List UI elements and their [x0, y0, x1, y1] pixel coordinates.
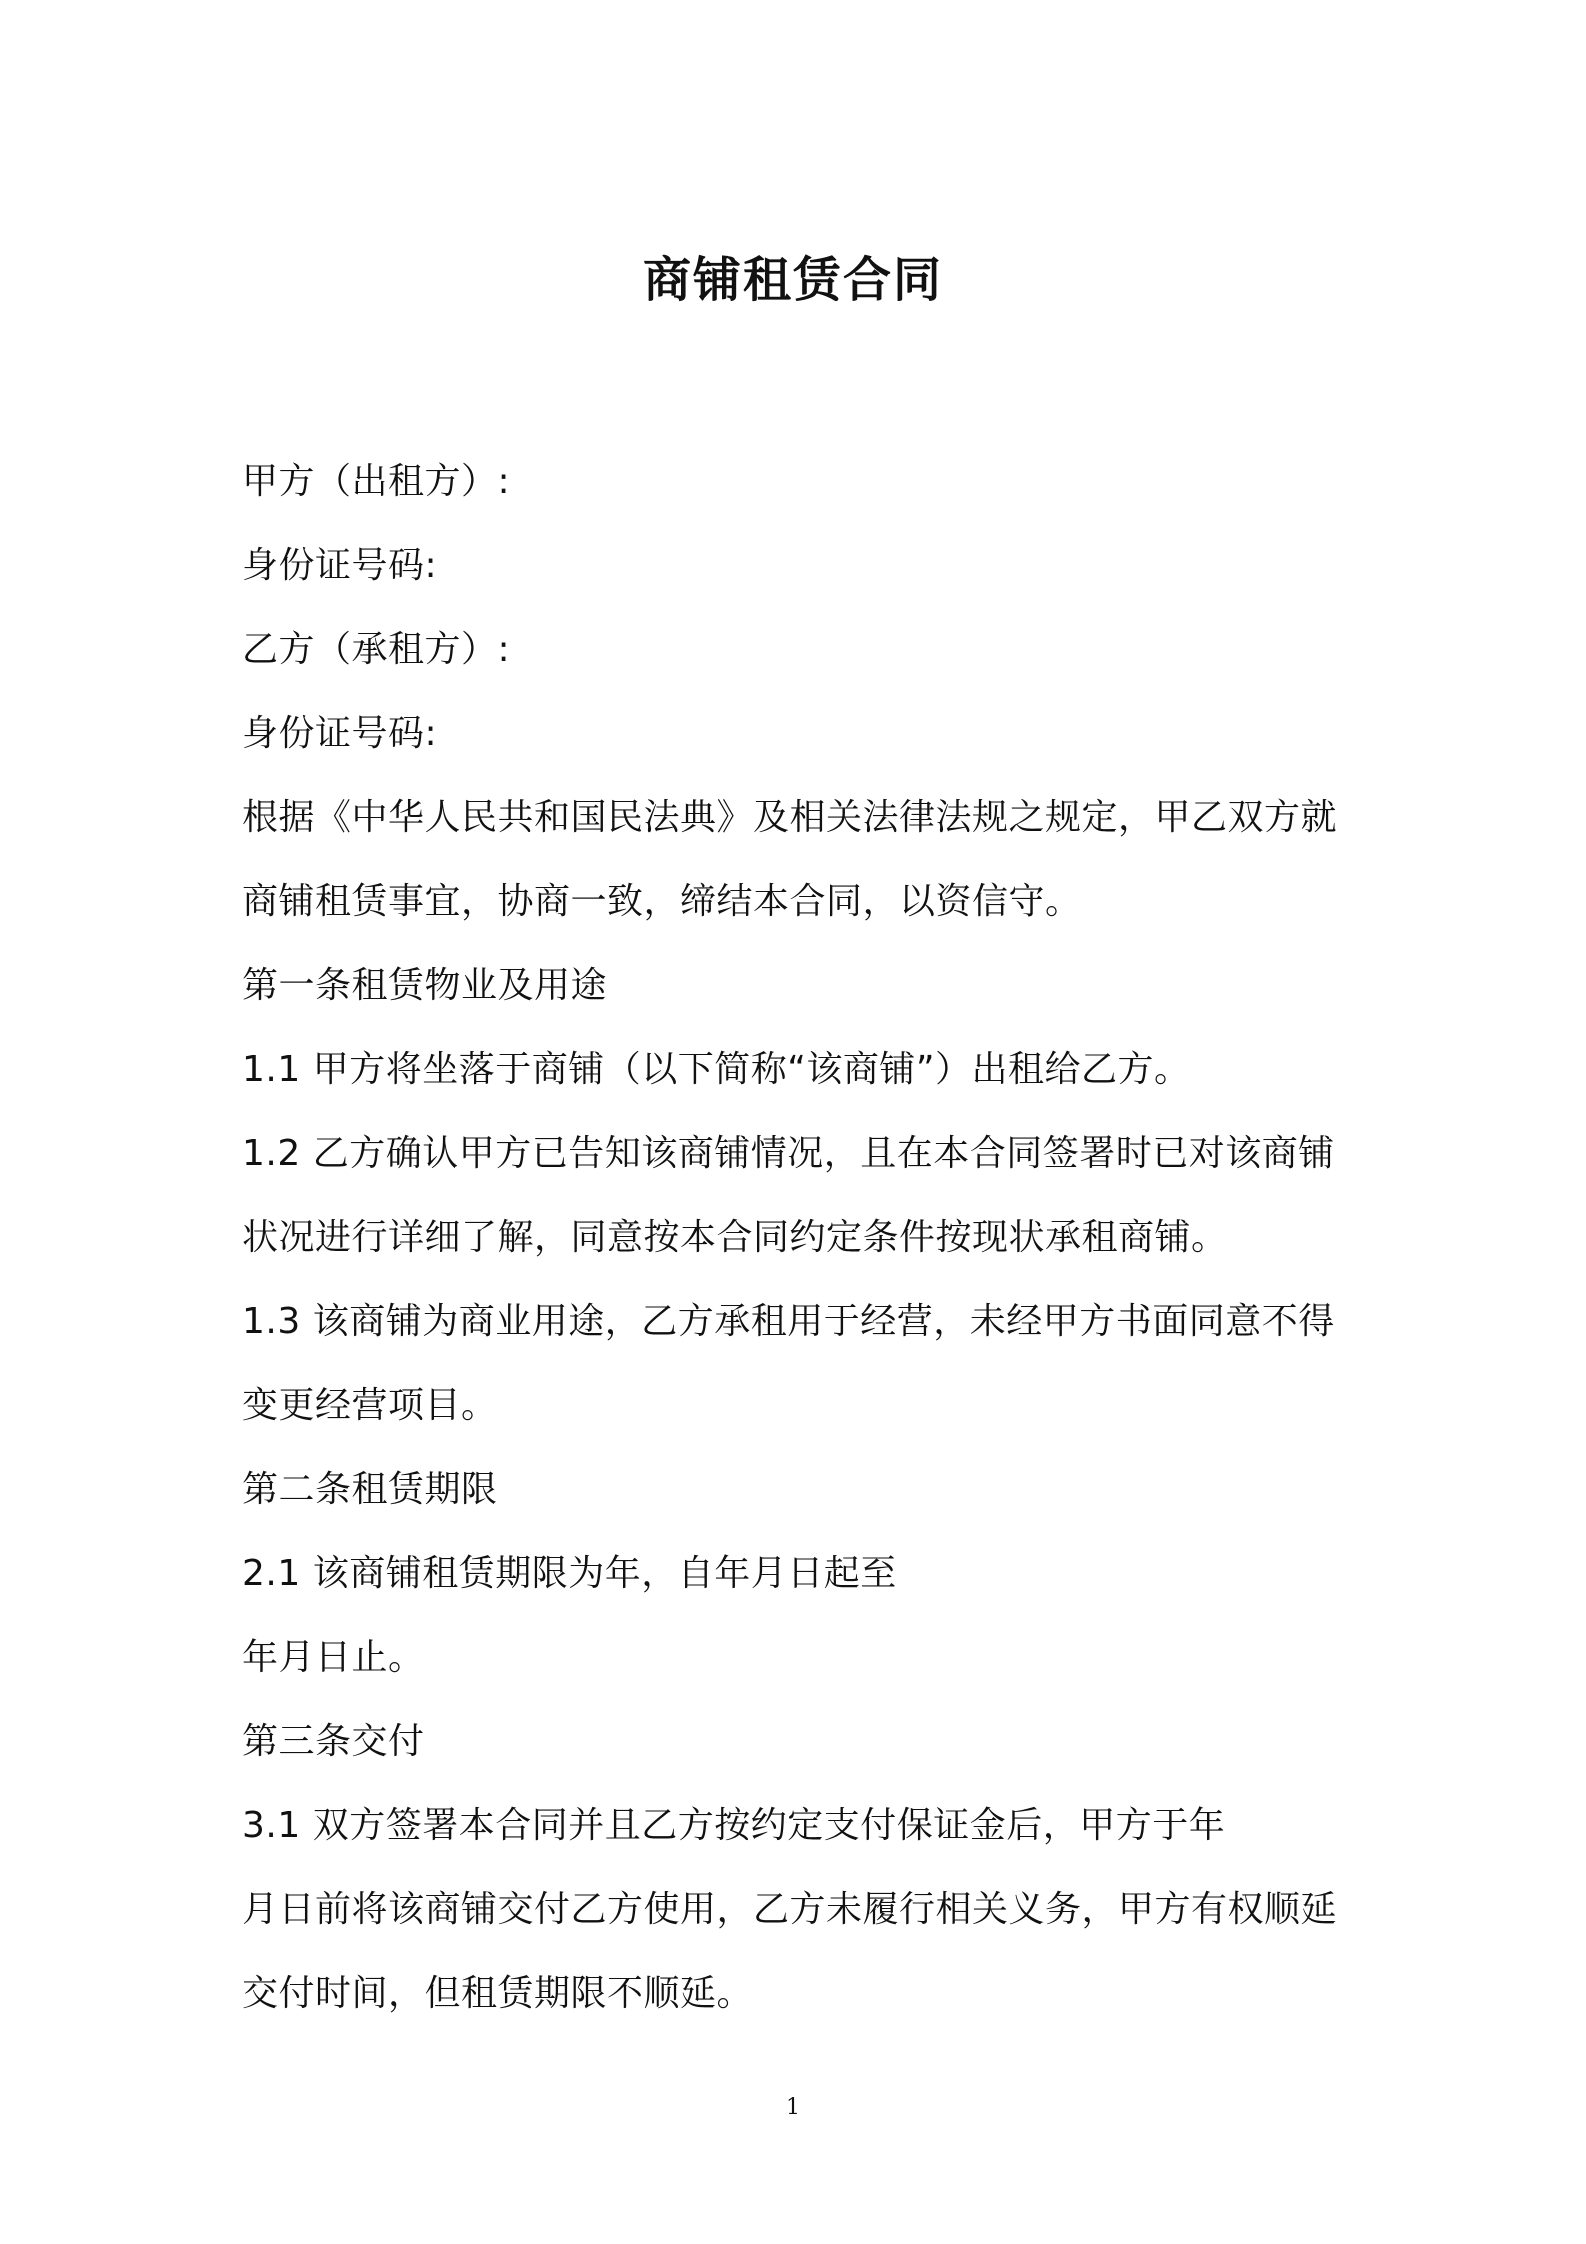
article-heading: 第一条租赁物业及用途: [242, 965, 608, 1006]
preamble-line: 商铺租赁事宜，协商一致，缔结本合同，以资信守。: [242, 881, 1082, 922]
clause-line: 2.1 该商铺租赁期限为年，自年月日起至: [242, 1553, 897, 1594]
article-heading: 第二条租赁期限: [242, 1469, 498, 1510]
article-heading: 第三条交付: [242, 1721, 425, 1762]
clause-line: 状况进行详细了解，同意按本合同约定条件按现状承租商铺。: [242, 1217, 1228, 1258]
clause-line: 3.1 双方签署本合同并且乙方按约定支付保证金后，甲方于年: [242, 1805, 1226, 1846]
party-b-id-line: 身份证号码:: [242, 713, 438, 754]
clause-line: 月日前将该商铺交付乙方使用，乙方未履行相关义务，甲方有权顺延: [242, 1889, 1338, 1930]
contract-body: [242, 440, 1382, 2036]
clause-line: 年月日止。: [242, 1637, 425, 1678]
clause-line: 1.1 甲方将坐落于商铺（以下简称“该商铺”）出租给乙方。: [242, 1049, 1191, 1090]
party-b-line: 乙方（承租方）:: [242, 629, 511, 670]
clause-line: 1.2 乙方确认甲方已告知该商铺情况，且在本合同签署时已对该商铺: [242, 1133, 1335, 1174]
party-a-id-line: 身份证号码:: [242, 545, 438, 586]
page-number: 1: [786, 2095, 800, 2120]
clause-line: 变更经营项目。: [242, 1385, 498, 1426]
preamble-line: 根据《中华人民共和国民法典》及相关法律法规之规定，甲乙双方就: [242, 797, 1338, 838]
clause-line: 1.3 该商铺为商业用途，乙方承租用于经营，未经甲方书面同意不得: [242, 1301, 1335, 1342]
party-a-line: 甲方（出租方）:: [242, 461, 511, 502]
document-title: 商铺租赁合同: [642, 252, 943, 308]
clause-line: 交付时间，但租赁期限不顺延。: [242, 1973, 754, 2014]
